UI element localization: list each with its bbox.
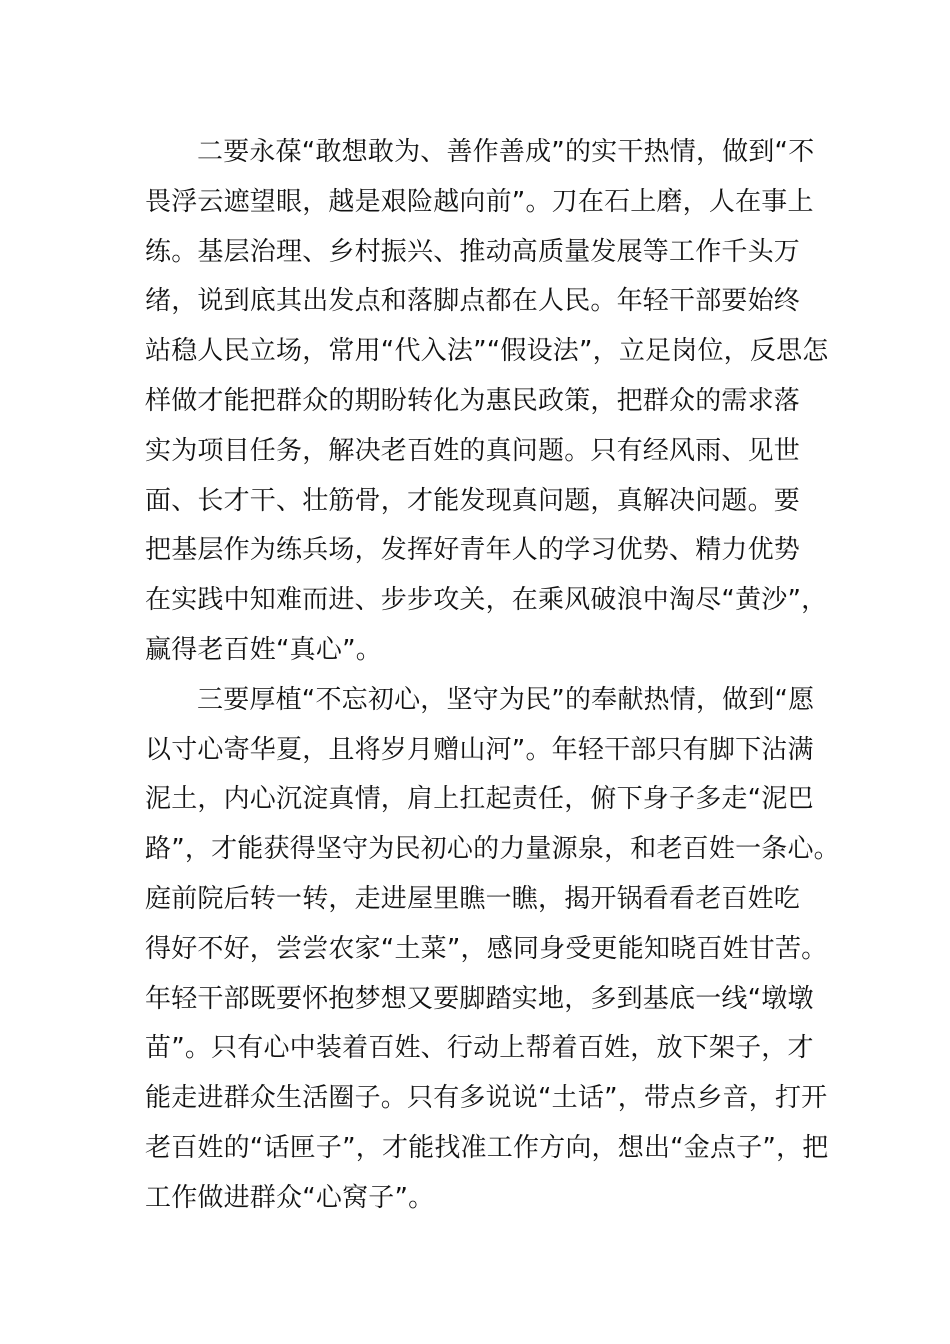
document-body [145,128,840,1224]
paragraph-line: 畏浮云遮望眼，越是艰险越向前”。刀在石上磨，人在事上 [145,186,814,217]
paragraph-line: 老百姓的“话匣子”，才能找准工作方向，想出“金点子”，把 [145,1132,829,1163]
paragraph-line: 在实践中知难而进、步步攻关，在乘风破浪中淘尽“黄沙”， [145,585,828,616]
paragraph-line: 绪，说到底其出发点和落脚点都在人民。年轻干部要始终 [145,286,801,317]
paragraph-line: 样做才能把群众的期盼转化为惠民政策，把群众的需求落 [145,385,801,416]
paragraph-2 [145,676,840,1224]
paragraph-line: 以寸心寄华夏，且将岁月赠山河”。年轻干部只有脚下沾满 [145,734,814,765]
paragraph-line: 实为项目任务，解决老百姓的真问题。只有经风雨、见世 [145,435,801,466]
paragraph-line: 能走进群众生活圈子。只有多说说“土话”，带点乡音，打开 [145,1083,828,1114]
paragraph-line: 工作做进群众“心窝子”。 [145,1182,435,1213]
paragraph-line: 得好不好，尝尝农家“土菜”，感同身受更能知晓百姓甘苦。 [145,933,828,964]
paragraph-line: 二要永葆“敢想敢为、善作善成”的实干热情，做到“不 [197,137,815,167]
paragraph-1 [145,128,829,676]
paragraph-line: 赢得老百姓“真心”。 [145,634,382,665]
paragraph-line: 路”，才能获得坚守为民初心的力量源泉，和老百姓一条心。 [145,834,840,865]
paragraph-line: 把基层作为练兵场，发挥好青年人的学习优势、精力优势 [145,535,801,566]
paragraph-line: 练。基层治理、乡村振兴、推动高质量发展等工作千头万 [145,236,801,267]
paragraph-line: 年轻干部既要怀抱梦想又要脚踏实地，多到基底一线“墩墩 [145,983,814,1014]
paragraph-line: 泥土，内心沉淀真情，肩上扛起责任，俯下身子多走“泥巴 [145,784,814,815]
paragraph-line: 站稳人民立场，常用“代入法”“假设法”，立足岗位，反思怎 [145,336,829,367]
paragraph-line: 苗”。只有心中装着百姓、行动上帮着百姓，放下架子，才 [145,1033,814,1064]
paragraph-line: 庭前院后转一转，走进屋里瞧一瞧，揭开锅看看老百姓吃 [145,883,801,914]
paragraph-line: 三要厚植“不忘初心，坚守为民”的奉献热情，做到“愿 [197,684,815,715]
paragraph-line: 面、长才干、壮筋骨，才能发现真问题，真解决问题。要 [145,485,801,516]
